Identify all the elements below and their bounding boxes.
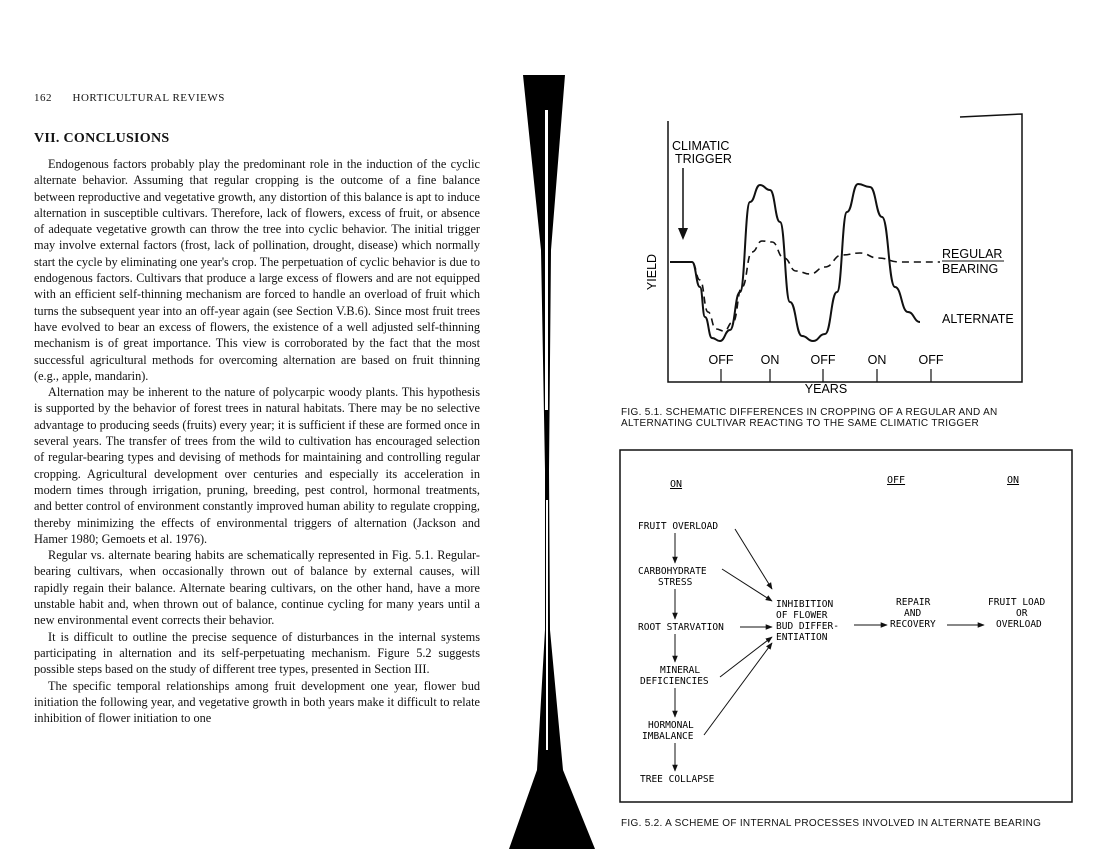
- figure-5-1: [620, 112, 1080, 412]
- node-fruit-load-1: FRUIT LOAD: [988, 597, 1046, 608]
- section-title: VII. CONCLUSIONS: [34, 131, 170, 146]
- node-inhibition-3: BUD DIFFER-: [776, 621, 839, 632]
- alternate-label: ALTERNATE: [942, 312, 1014, 326]
- figure-5-2: [619, 449, 1074, 805]
- fig1-x-tick-label: ON: [760, 353, 780, 367]
- phase-label-on: ON: [670, 479, 683, 490]
- page-number: 162: [34, 92, 52, 104]
- node-repair-3: RECOVERY: [890, 619, 936, 630]
- fig2-caption: FIG. 5.2. A SCHEME OF INTERNAL PROCESSES INVOLVED IN ALTERNATE BEARING: [621, 818, 1042, 829]
- node-hormonal-1: HORMONAL: [648, 720, 694, 731]
- fig1-y-axis-label: YIELD: [645, 253, 659, 291]
- node-repair-2: AND: [904, 608, 922, 619]
- book-gutter-shadow: [505, 70, 600, 849]
- regular-label-2: BEARING: [942, 262, 999, 276]
- running-header: [34, 92, 225, 104]
- fig1-trigger-label-2: TRIGGER: [675, 152, 732, 166]
- fig1-x-axis-label: YEARS: [804, 382, 848, 396]
- fig1-caption: FIG. 5.1. SCHEMATIC DIFFERENCES IN CROPPING OF A REGULAR AND AN ALTERNATING CULTIVAR REACTING TO THE SAME CLIMATIC TRIGGER: [621, 407, 998, 429]
- regular-bearing-curve: [670, 241, 940, 331]
- fig1-x-tick-label: OFF: [708, 353, 734, 367]
- fig1-x-tick-label: OFF: [918, 353, 944, 367]
- paragraph: Regular vs. alternate bearing habits are schematically represented in Fig. 5.1. Regular-bearing cultivars, when occasionally thrown out of balance by external causes, will rapidly regain their balance. Alternate bearing cultivars, on the other hand, have a more unstable habit and, when thrown out of balance, continue cycling for many years until a new environmental event corrects their behavior.: [34, 548, 480, 628]
- running-title: HORTICULTURAL REVIEWS: [72, 92, 225, 104]
- fig1-x-tick-label: OFF: [810, 353, 836, 367]
- paragraph: The specific temporal relationships among fruit development one year, flower bud initiation the following year, and vegetative growth in both years make it difficult to relate inhibition of flower initiation to one: [34, 678, 480, 726]
- node-mineral-1: MINERAL: [660, 665, 701, 676]
- paragraph: It is difficult to outline the precise sequence of disturbances in the internal systems participating in alternation and its self-perpetuating mechanism. Figure 5.2 suggests possible steps based on the study of different tree types, presented in Section III.: [34, 629, 480, 677]
- node-carbohydrate-2: STRESS: [658, 577, 693, 588]
- node-fruit-load-2: OR: [1016, 608, 1028, 619]
- paragraph: Alternation may be inherent to the nature of polycarpic woody plants. This hypothesis is supported by the behavior of forest trees in natural habitats. There may be no selective advantage to producing seeds (fruits) every year; it is sufficient if these are formed once in several years. The transfer of trees from the wild to cultivation has encouraged selection of regular-bearing types and devising of methods for maintaining and controlling regular cropping. Agricultural development over centuries and especially its acceleration in modern times through irrigation, pruning, breeding, pest control, hormonal treatments, and better control of environment constantly improved human ability to regulate cropping, thereby minimizing the effects of environmental triggers of alternation (Jackson and Hamer 1980; Gemoets et al. 1976).: [34, 385, 480, 546]
- phase-label-on-2: ON: [1007, 475, 1020, 486]
- fig2-arrows: [675, 529, 984, 771]
- fig1-trigger-label-1: CLIMATIC: [672, 139, 730, 153]
- phase-label-off: OFF: [887, 475, 906, 486]
- paragraph: Endogenous factors probably play the predominant role in the induction of the cyclic alternate behavior. Assuming that regular cropping is the outcome of a fine balance between reproductive and vegetative growth, any distortion of this balance is apt to induce alternation in susceptible cultivars. Therefore, lack of flowers, excess of fruit, or absence of adequate vegetative growth can throw the tree into cyclic behavior. The initial trigger may involve external factors (frost, lack of pollination, drought, disease) which normally start the cycle by eliminating one year's crop. The perpetuation of cyclic behavior is due to endogenous factors. Cultivars that produce a large excess of flowers and are not equipped with an efficient self-thinning mechanism are forced to handle an overload of fruit which turns the subsequent year into an off-year again (see Section V.B.6). Since most fruit trees have evolved to bear an excess of flowers, the existence of a well adjusted self-thinning mechanism is of great importance. This view is corroborated by the fact that the most successful agricultural methods for overcoming alternation are based on fruit thinning (e.g., apple, mandarin).: [34, 157, 480, 383]
- body-text: [34, 156, 480, 726]
- node-tree-collapse: TREE COLLAPSE: [640, 774, 715, 785]
- trigger-arrow: [678, 168, 688, 240]
- node-root-starvation: ROOT STARVATION: [638, 622, 724, 633]
- fig1-x-tick-label: ON: [867, 353, 887, 367]
- node-repair-1: REPAIR: [896, 597, 931, 608]
- node-fruit-overload: FRUIT OVERLOAD: [638, 521, 719, 532]
- node-inhibition-1: INHIBITION: [776, 599, 834, 610]
- regular-label-1: REGULAR: [942, 247, 1003, 261]
- node-mineral-2: DEFICIENCIES: [640, 676, 709, 687]
- node-fruit-load-3: OVERLOAD: [996, 619, 1042, 630]
- alternate-bearing-curve: [670, 184, 920, 341]
- fig1-x-ticks: [709, 353, 944, 382]
- node-inhibition-4: ENTIATION: [776, 632, 828, 643]
- node-inhibition-2: OF FLOWER: [776, 610, 828, 621]
- node-carbohydrate-1: CARBOHYDRATE: [638, 566, 707, 577]
- node-hormonal-2: IMBALANCE: [642, 731, 694, 742]
